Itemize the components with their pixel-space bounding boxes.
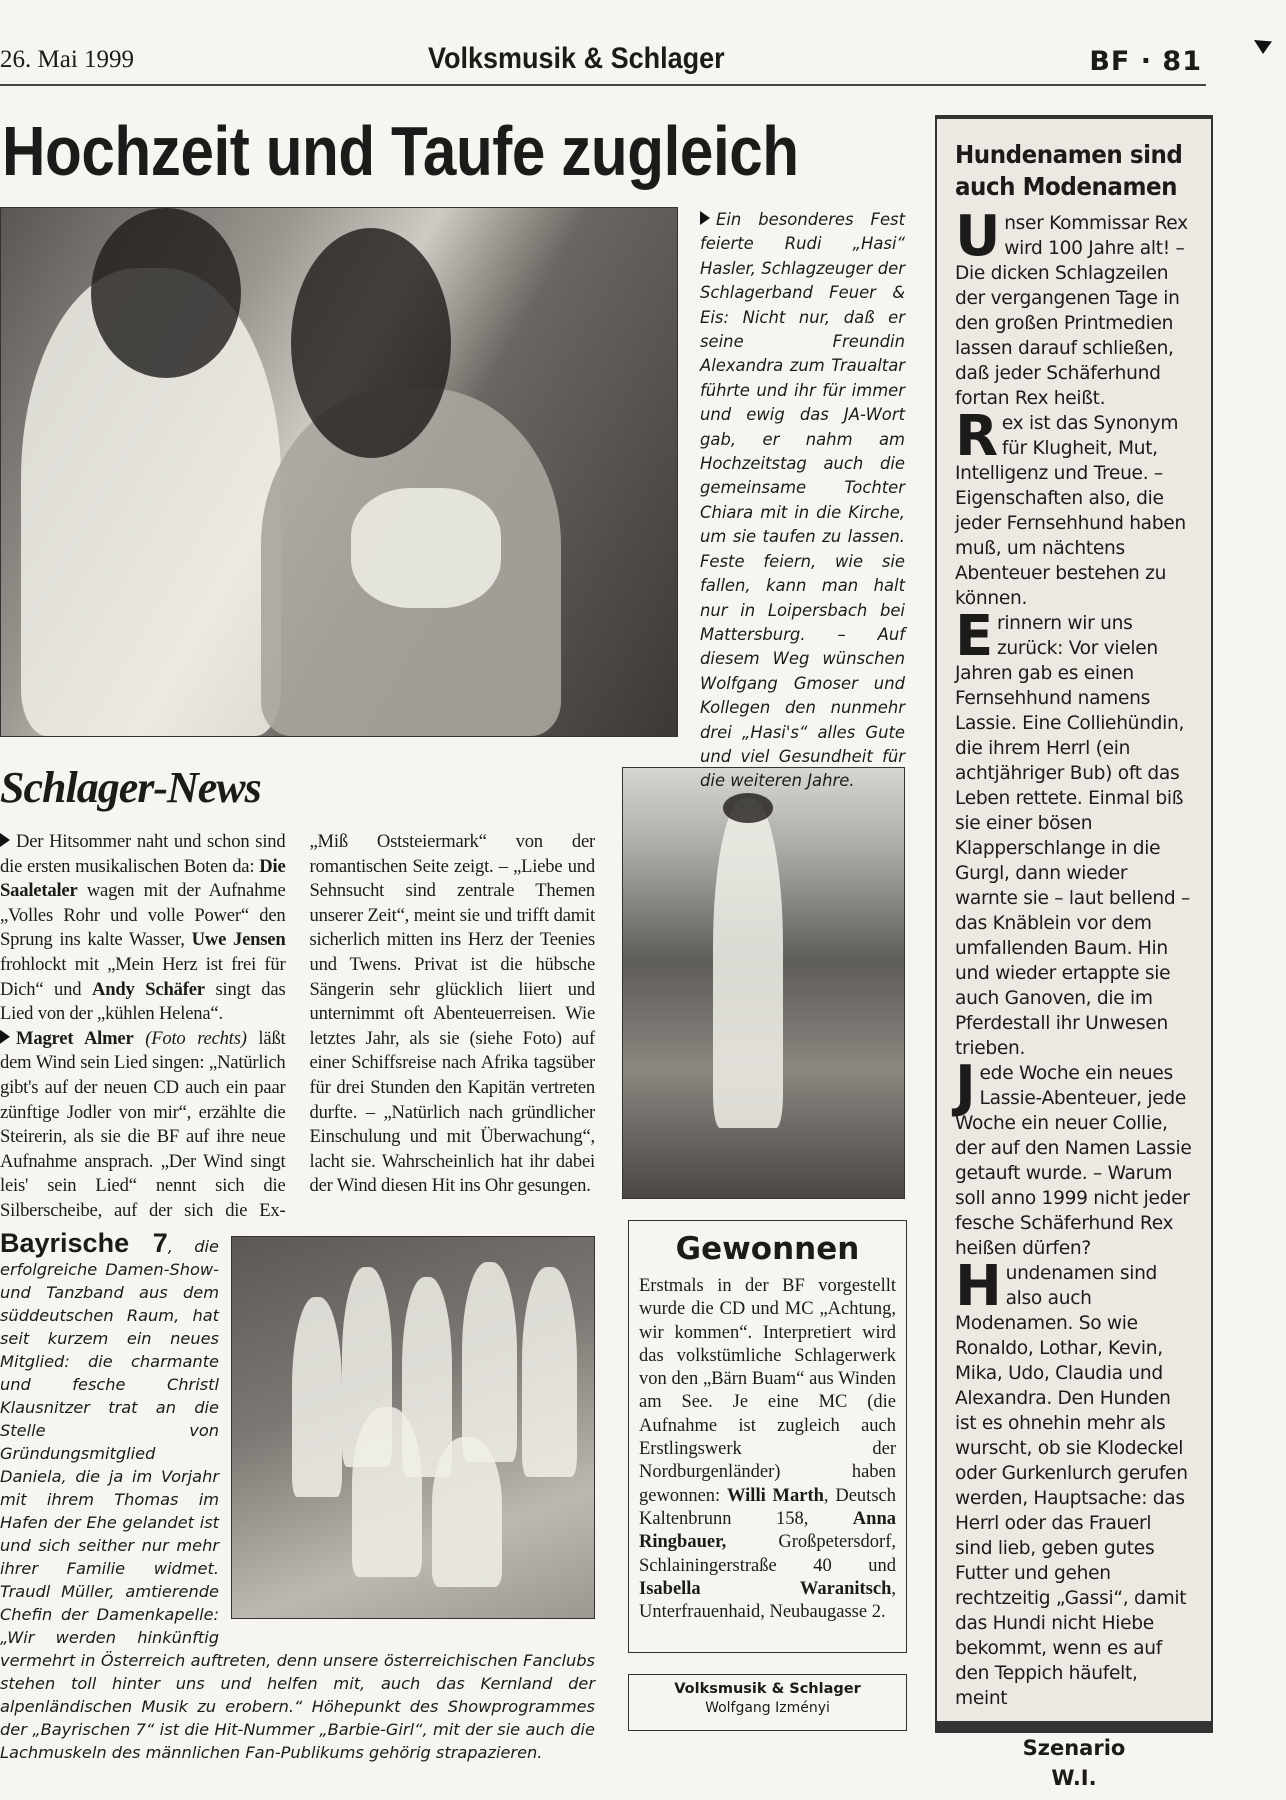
wedding-photo <box>0 207 678 737</box>
credit-box <box>628 1674 907 1731</box>
scan-mark-icon <box>1254 40 1272 54</box>
sidebar-paragraph: Hundenamen sind also auch Modenamen. So wie Ronaldo, Lothar, Kevin, Mika, Udo, Claudia und Alexandra. Den Hunden ist es ohnehin mehr als wurscht, ob sie Klodeckel oder Gurkenlurch gerufen werden, Hauptsache: das Herrl oder das Frauerl sind lieb, geben gutes Futter und gehen rechtzeitig „Gassi“, damit das Hundi nicht Hiebe bekommt, wenn es auf den Teppich häufelt, meint <box>955 1254 1188 1709</box>
news-paragraph: Magret Almer (Foto rechts) läßt dem Wind sein Lied singen: „Natürlich gibt's auf der neuen CD auch ein paar zünftige Jodler von mir“, erzählte die Steirerin, als sie die BF auf ihre neue Aufnahme ansprach. „Der Wind singt leis' sein Lied“ nennt sich die Silberscheibe, auf der sich die Ex-„Miß Oststeiermark“ von der romantischen Seite zeigt. – „Liebe und Sehnsucht sind zentrale Themen unserer Zeit“, meint sie und trifft damit sicherlich mitten ins Herz der Teenies und Twens. Privat ist die hübsche Sängerin sehr glücklich liiert und unternimmt oft Abenteuerreisen. Wie letztes Jahr, als sie (siehe Foto) auf einer Schiffsreise nach Afrika tagsüber für drei Stunden den Kapitän vertreten durfte. – „Natürlich nach gründlicher Einschulung und mit Überwachung“, lacht sie. Wahrscheinlich hat ihr dabei der Wind diesen Hit ins Ohr gesungen. <box>0 831 595 1221</box>
credit-author: Wolfgang Izményi <box>705 1700 830 1716</box>
ship-captain-photo <box>622 767 905 1199</box>
lower-left-articles <box>0 830 595 1764</box>
news-paragraph: Der Hitsommer naht und schon sind die ersten musikalischen Boten da: Die Saaletaler wagen mit der Aufnahme „Volles Rohr und volle Power“ den Sprung ins kalte Wasser, Uwe Jensen frohlockt mit „Mein Herz ist frei für Dich“ und Andy Schäfer singt das Lied von der „kühlen Helena“. <box>0 831 286 1025</box>
page-number: BF · 81 <box>1089 46 1202 77</box>
sidebar-paragraph: Unser Kommissar Rex wird 100 Jahre alt! – Die dicken Schlagzeilen der vergangenen Tage in den großen Printmedien lassen darauf schließen, daß jeder Schäferhund fortan Rex heißt. <box>955 204 1188 409</box>
sidebar-heading: Hundenamen sind auch Modenamen <box>955 140 1183 201</box>
wedding-caption: Ein besonderes Fest feierte Rudi „Hasi“ Hasler, Schlagzeuger der Schlagerband Feuer & Eis: Nicht nur, daß er seine Freundin Alexandra zum Traualtar führte und ihr für immer und ewig das JA-Wort gab, er nahm am Hochzeitstag auch die gemeinsame Tochter Chiara mit in die Kirche, um sie taufen zu lassen. Feste feiern, wie sie fallen, kann man halt nur in Loipersbach bei Mattersburg. – Auf diesem Weg wünschen Wolfgang Gmoser und Kollegen den nunmehr drei „Hasi's“ alles Gute und viel Gesundheit für die weiteren Jahre. <box>700 210 905 791</box>
sidebar-column <box>935 115 1213 1790</box>
sidebar-paragraph: Erinnern wir uns zurück: Vor vielen Jahren gab es einen Fernsehhund namens Lassie. Eine Colliehündin, die ihrem Herrl (ein achtjähriger Bub) oft das Leben rettete. Einmal biß sie einer bösen Klapperschlange in die Gurgl, dann wieder warnte sie – laut bellend – das Knäblein vor dem umfallenden Baum. Hin und wieder ertappte sie auch Ganoven, die im Pferdestall ihr Unwesen trieben. <box>955 604 1191 1059</box>
news-heading: Schlager-News <box>0 763 261 812</box>
sidebar-paragraph: Jede Woche ein neues Lassie-Abenteuer, jede Woche ein neuer Collie, der auf den Namen Lassie getauft wurde. – Warum soll anno 1999 nicht jeder fesche Schäferhund Rex heißen dürfen? <box>955 1054 1192 1259</box>
news-text <box>0 830 595 1224</box>
sidebar-paragraph: Rex ist das Synonym für Klugheit, Mut, Intelligenz und Treue. – Eigenschaften also, die jeder Fernsehhund haben muß, um nächtens Abenteuer bestehen zu können. <box>955 404 1186 609</box>
section-title: Volksmusik & Schlager <box>428 42 725 75</box>
bullet-icon <box>0 833 10 847</box>
header-rule <box>0 84 1206 86</box>
credit-section: Volksmusik & Schlager <box>674 1681 861 1697</box>
bayrische-article: Bayrische 7, die erfolgreiche Damen-Show- und Tanzband aus dem süddeutschen Raum, hat seit kurzem ein neues Mitglied: die charmante und fesche Christl Klausnitzer trat an die Stelle von Gründungsmitglied Daniela, die ja im Vorjahr mit ihrem Thomas im Hafen der Ehe gelandet ist und sich seither nur mehr ihrer Familie widmet. Traudl Müller, amtierende Chefin der Damenkapelle: „Wir werden hinkünftig vermehrt in Österreich auftreten, denn unsere österreichischen Fanclubs stehen toll hinter uns und helfen mit, auch das Kernland der alpenländischen Musik zu erobern.“ Höhepunkt des Showprogrammes der „Bayrischen 7“ ist die Hit-Nummer „Barbie-Girl“, mit der sie auch die Lachmuskeln des männlichen Fan-Publikums gehörig strapazieren. <box>0 1227 595 1762</box>
gewonnen-heading: Gewonnen <box>675 1231 860 1267</box>
bullet-icon <box>0 1030 10 1044</box>
bullet-icon <box>700 211 710 225</box>
bayrische-heading: Bayrische 7 <box>0 1227 168 1258</box>
issue-date: 26. Mai 1999 <box>0 46 135 73</box>
band-photo <box>231 1236 595 1619</box>
gewonnen-text: Erstmals in der BF vorgestellt wurde die CD und MC „Achtung, wir kommen“. Interpretiert wird das volkstümliche Schlagerwerk von den „Bärn Buam“ aus Winden am See. Je eine MC (die Aufnahme ist zugleich auch Erstlingswerk der Nordburgenländer) haben gewonnen: Willi Marth, Deutsch Kaltenbrunn 158, Anna Ringbauer, Großpetersdorf, Schlainingerstraße 40 und Isabella Waranitsch, Unterfrauenhaid, Neubaugasse 2. <box>639 1276 896 1623</box>
sidebar-signature: Szenario W.I. <box>1022 1736 1126 1790</box>
article-headline: Hochzeit und Taufe zugleich <box>2 112 799 190</box>
gewonnen-box <box>628 1220 907 1653</box>
